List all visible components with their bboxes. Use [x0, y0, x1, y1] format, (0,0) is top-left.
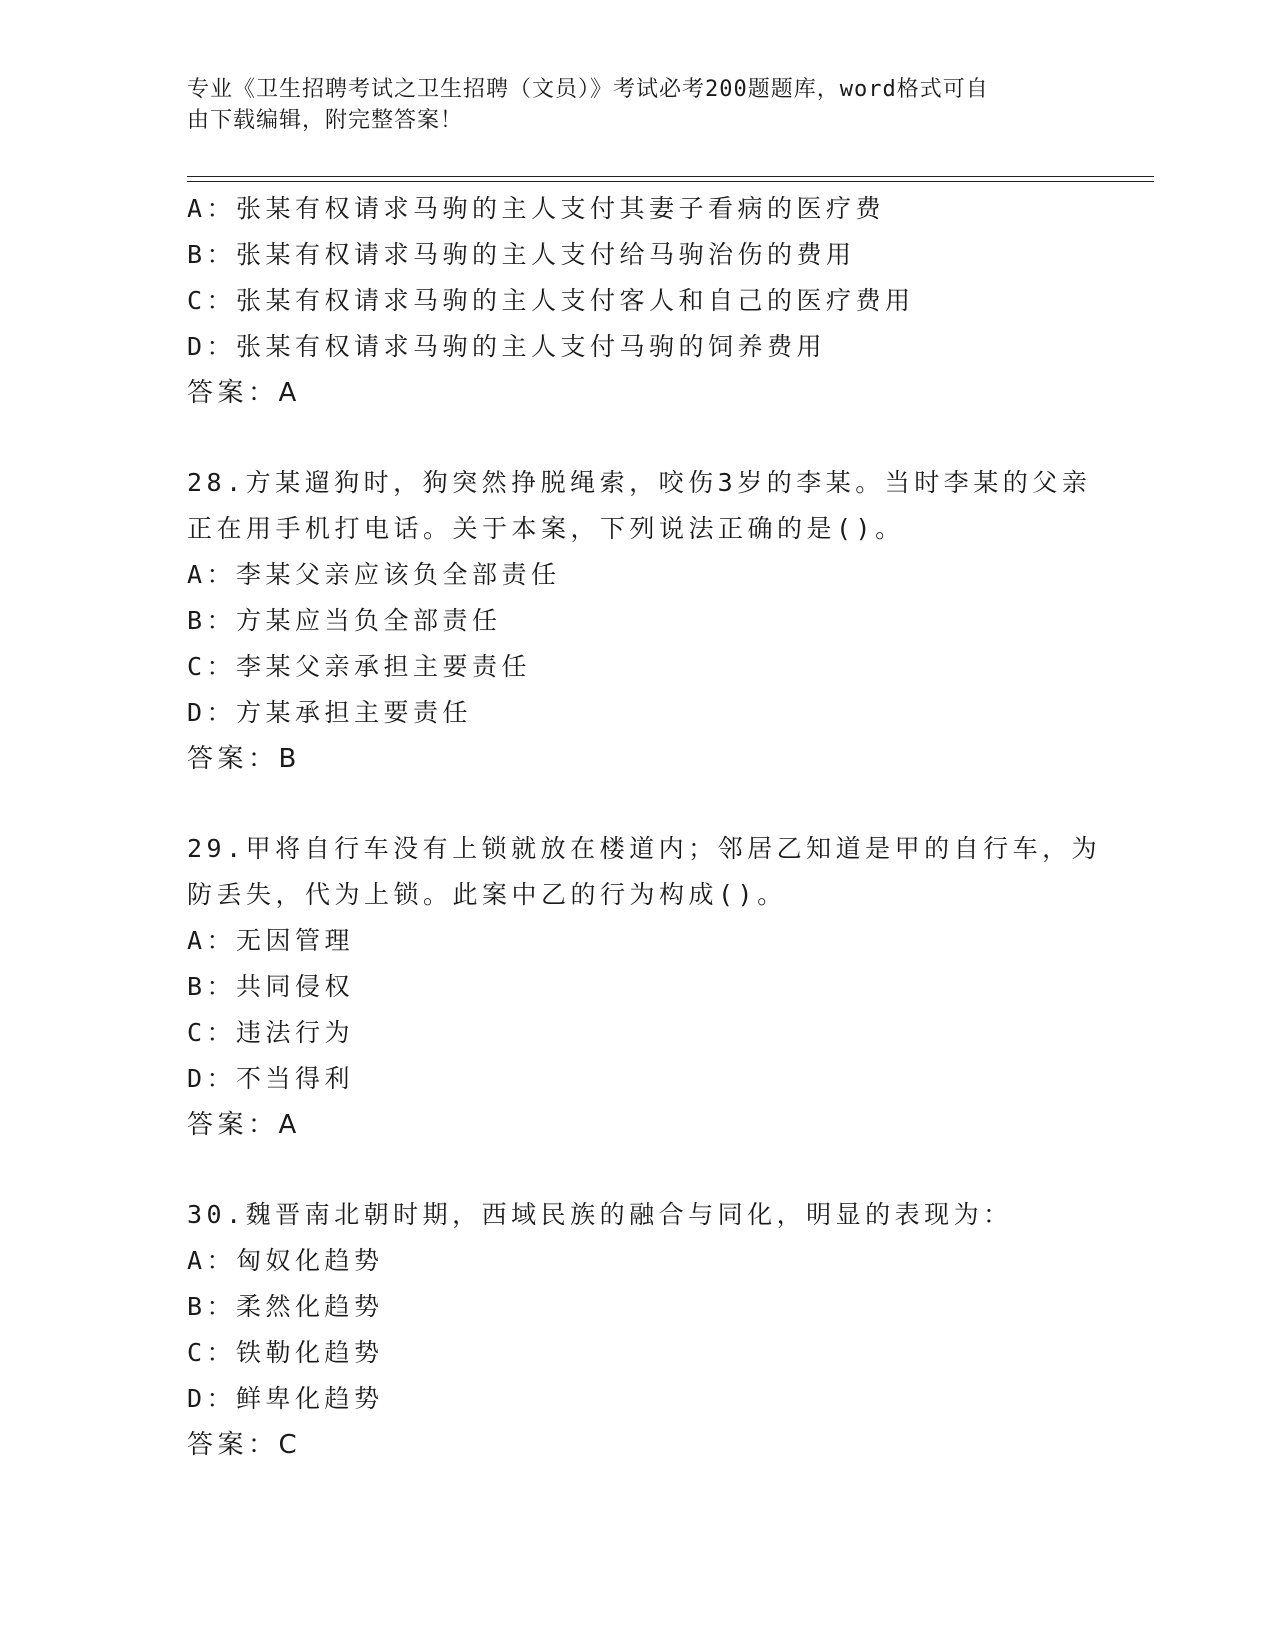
option-c: C：张某有权请求马驹的主人支付客人和自己的医疗费用 [187, 286, 915, 315]
option-b: B：共同侵权 [187, 972, 355, 1001]
answer-line: 答案：B [187, 744, 301, 774]
option-b: B：方某应当负全部责任 [187, 606, 502, 635]
answer-line: 答案：A [187, 1110, 301, 1140]
question-stem-line-2: 防丢失，代为上锁。此案中乙的行为构成()。 [187, 880, 787, 909]
option-b: B：柔然化趋势 [187, 1292, 384, 1321]
question-list [187, 186, 1102, 1468]
option-d: D：不当得利 [187, 1064, 355, 1093]
option-a: A：无因管理 [187, 926, 355, 955]
document-header [187, 74, 1087, 136]
option-a: A：李某父亲应该负全部责任 [187, 560, 561, 589]
option-d: D：方某承担主要责任 [187, 698, 473, 727]
header-divider-top [187, 176, 1154, 177]
option-a: A：张某有权请求马驹的主人支付其妻子看病的医疗费 [187, 194, 886, 223]
header-divider-bottom [187, 181, 1154, 182]
question-stem-line-1: 30.魏晋南北朝时期，西域民族的融合与同化，明显的表现为： [187, 1200, 1013, 1229]
question-28 [187, 460, 1092, 782]
question-30 [187, 1192, 1087, 1468]
question-27 [187, 186, 1087, 416]
question-stem-line-1: 28.方某遛狗时，狗突然挣脱绳索，咬伤3岁的李某。当时李某的父亲 [187, 468, 1092, 497]
option-b: B：张某有权请求马驹的主人支付给马驹治伤的费用 [187, 240, 856, 269]
answer-line: 答案：A [187, 378, 301, 408]
question-29 [187, 826, 1102, 1148]
answer-line: 答案：C [187, 1430, 302, 1460]
question-stem-line-2: 正在用手机打电话。关于本案，下列说法正确的是()。 [187, 514, 905, 543]
option-d: D：张某有权请求马驹的主人支付马驹的饲养费用 [187, 332, 827, 361]
option-d: D：鲜卑化趋势 [187, 1384, 384, 1413]
option-c: C：违法行为 [187, 1018, 355, 1047]
header-line-1: 专业《卫生招聘考试之卫生招聘（文员）》考试必考200题题库，word格式可自 [187, 77, 989, 102]
question-stem-line-1: 29.甲将自行车没有上锁就放在楼道内；邻居乙知道是甲的自行车，为 [187, 834, 1102, 863]
option-a: A：匈奴化趋势 [187, 1246, 384, 1275]
header-line-2: 由下载编辑，附完整答案！ [187, 108, 464, 133]
option-c: C：李某父亲承担主要责任 [187, 652, 532, 681]
option-c: C：铁勒化趋势 [187, 1338, 384, 1367]
